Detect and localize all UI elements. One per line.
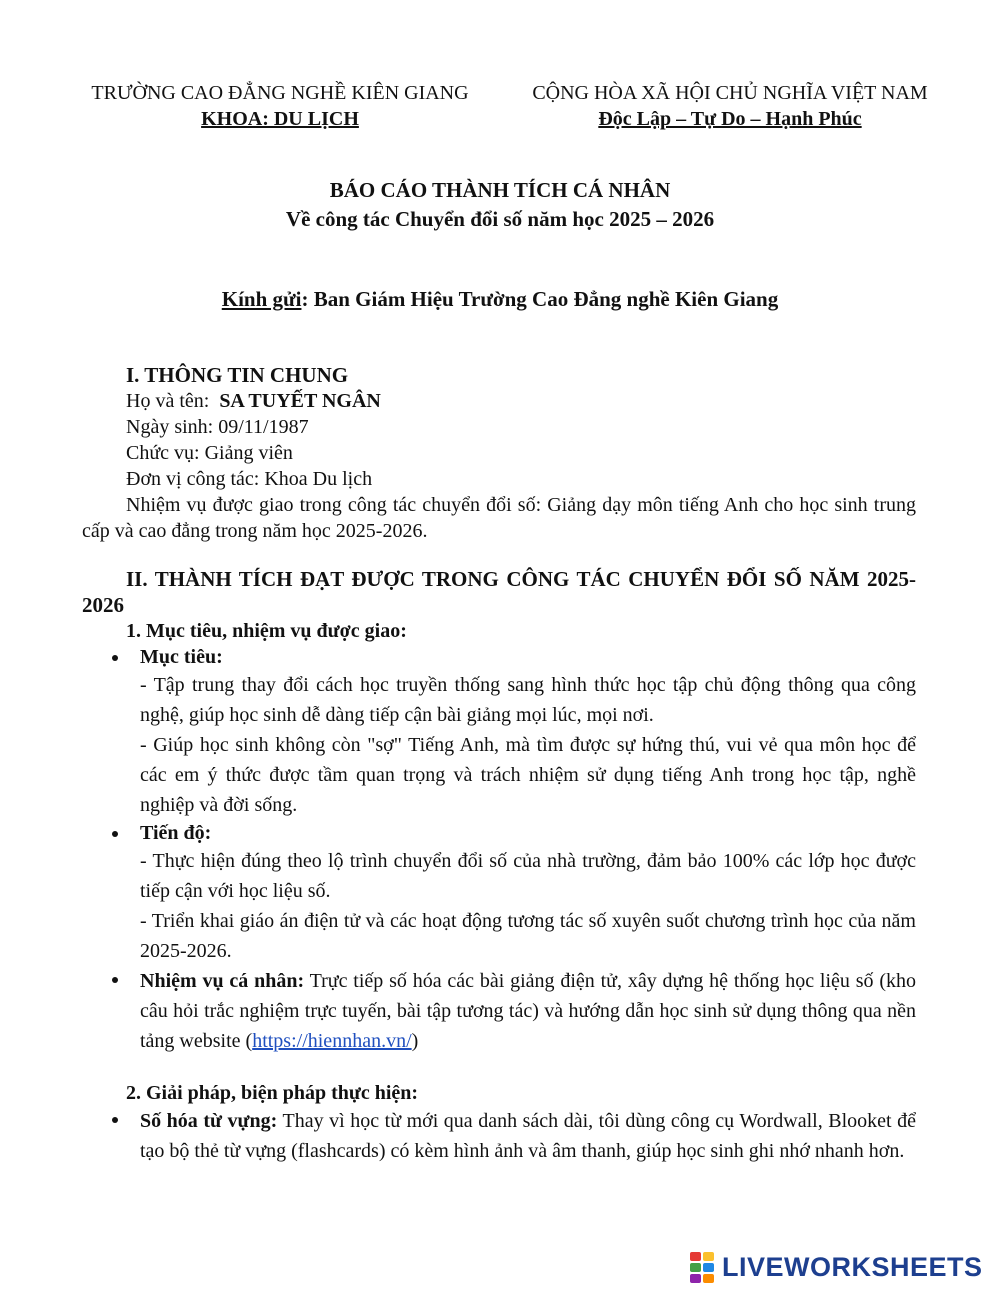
vocab-label: Số hóa từ vựng: bbox=[140, 1110, 278, 1132]
vocab-paragraph bbox=[140, 1106, 916, 1166]
solutions-list bbox=[82, 1106, 916, 1166]
personal-text: Trực tiếp số hóa các bài giảng điện tử, xây dựng hệ thống học liệu số (kho câu hỏi trắc nghiệm trực tuyến, bài tập tương tác) và hướng dẫn học sinh sử dụng thông qua nền tảng website ( bbox=[140, 970, 916, 1052]
recipient-label: Kính gửi bbox=[221, 287, 302, 311]
recipient-text: : Ban Giám Hiệu Trường Cao Đẳng nghề Kiên Giang bbox=[301, 287, 779, 311]
list-item bbox=[82, 644, 916, 820]
dob-line: Ngày sinh: 09/11/1987 bbox=[126, 416, 309, 438]
list-item bbox=[82, 1106, 916, 1166]
school-name: TRƯỜNG CAO ĐẲNG NGHỀ KIÊN GIANG bbox=[91, 82, 469, 104]
name-value: SA TUYẾT NGÂN bbox=[219, 390, 381, 412]
progress-paragraph-1: - Thực hiện đúng theo lộ trình chuyển đổi số của nhà trường, đảm bảo 100% các lớp học được tiếp cận với học liệu số. bbox=[140, 850, 916, 902]
progress-paragraph-2: - Triển khai giáo án điện tử và các hoạt động tương tác số xuyên suốt chương trình học của năm 2025-2026. bbox=[140, 910, 916, 962]
vocab-text: Thay vì học từ mới qua danh sách dài, tôi dùng công cụ Wordwall, Blooket để tạo bộ thẻ từ vựng (flashcards) có kèm hình ảnh và âm thanh, giúp học sinh ghi nhớ nhanh hơn. bbox=[140, 1110, 916, 1162]
national-motto: Độc Lập – Tự Do – Hạnh Phúc bbox=[598, 108, 862, 130]
recipient bbox=[0, 287, 1000, 312]
national-header bbox=[510, 80, 950, 132]
subsection1-heading: 1. Mục tiêu, nhiệm vụ được giao: bbox=[126, 620, 407, 642]
personal-paragraph bbox=[140, 966, 916, 1056]
list-item bbox=[82, 820, 916, 966]
section2-heading: II. THÀNH TÍCH ĐẠT ĐƯỢC TRONG CÔNG TÁC CHUYỂN ĐỔI SỐ NĂM 2025-2026 bbox=[82, 567, 916, 617]
personal-end: ) bbox=[411, 1030, 419, 1052]
bullet-icon bbox=[112, 831, 118, 837]
faculty-name: KHOA: DU LỊCH bbox=[201, 108, 359, 130]
liveworksheets-logo bbox=[690, 1250, 990, 1284]
bullet-icon bbox=[112, 977, 118, 983]
goals-list bbox=[82, 644, 916, 1056]
name-label: Họ và tên: bbox=[126, 390, 210, 412]
report-body bbox=[82, 362, 916, 1166]
school-header bbox=[60, 80, 500, 132]
bullet-icon bbox=[112, 655, 118, 661]
report-title-line2: Về công tác Chuyển đổi số năm học 2025 – 2026 bbox=[285, 207, 715, 231]
report-title bbox=[0, 176, 1000, 234]
website-link[interactable]: https://hiennhan.vn/ bbox=[252, 1030, 412, 1052]
bullet-icon bbox=[112, 1117, 118, 1123]
list-item bbox=[82, 966, 916, 1056]
goal-paragraph-2: - Giúp học sinh không còn "sợ" Tiếng Anh, mà tìm được sự hứng thú, vui vẻ qua môn học để các em ý thức được tầm quan trọng và trách nhiệm sử dụng tiếng Anh trong học tập, nghề nghiệp và đời sống. bbox=[140, 734, 916, 816]
duty-paragraph: Nhiệm vụ được giao trong công tác chuyển đổi số: Giảng dạy môn tiếng Anh cho học sinh trung cấp và cao đẳng trong năm học 2025-2026. bbox=[82, 494, 916, 542]
subsection2-heading: 2. Giải pháp, biện pháp thực hiện: bbox=[126, 1082, 419, 1104]
section1-heading: I. THÔNG TIN CHUNG bbox=[126, 363, 349, 387]
liveworksheets-logo-text: LIVEWORKSHEETS bbox=[722, 1251, 983, 1282]
liveworksheets-logo-icon bbox=[690, 1252, 716, 1282]
national-title: CỘNG HÒA XÃ HỘI CHỦ NGHĨA VIỆT NAM bbox=[532, 82, 928, 104]
progress-label: Tiến độ: bbox=[140, 822, 212, 844]
personal-label: Nhiệm vụ cá nhân: bbox=[140, 970, 305, 992]
unit-line: Đơn vị công tác: Khoa Du lịch bbox=[126, 468, 373, 490]
name-line bbox=[82, 388, 916, 414]
position-line: Chức vụ: Giảng viên bbox=[126, 442, 293, 464]
report-title-line1: BÁO CÁO THÀNH TÍCH CÁ NHÂN bbox=[329, 178, 671, 202]
goal-paragraph-1: - Tập trung thay đổi cách học truyền thống sang hình thức học tập chủ động thông qua công nghệ, giúp học sinh dễ dàng tiếp cận bài giảng mọi lúc, mọi nơi. bbox=[140, 674, 916, 726]
goal-label: Mục tiêu: bbox=[140, 646, 223, 668]
